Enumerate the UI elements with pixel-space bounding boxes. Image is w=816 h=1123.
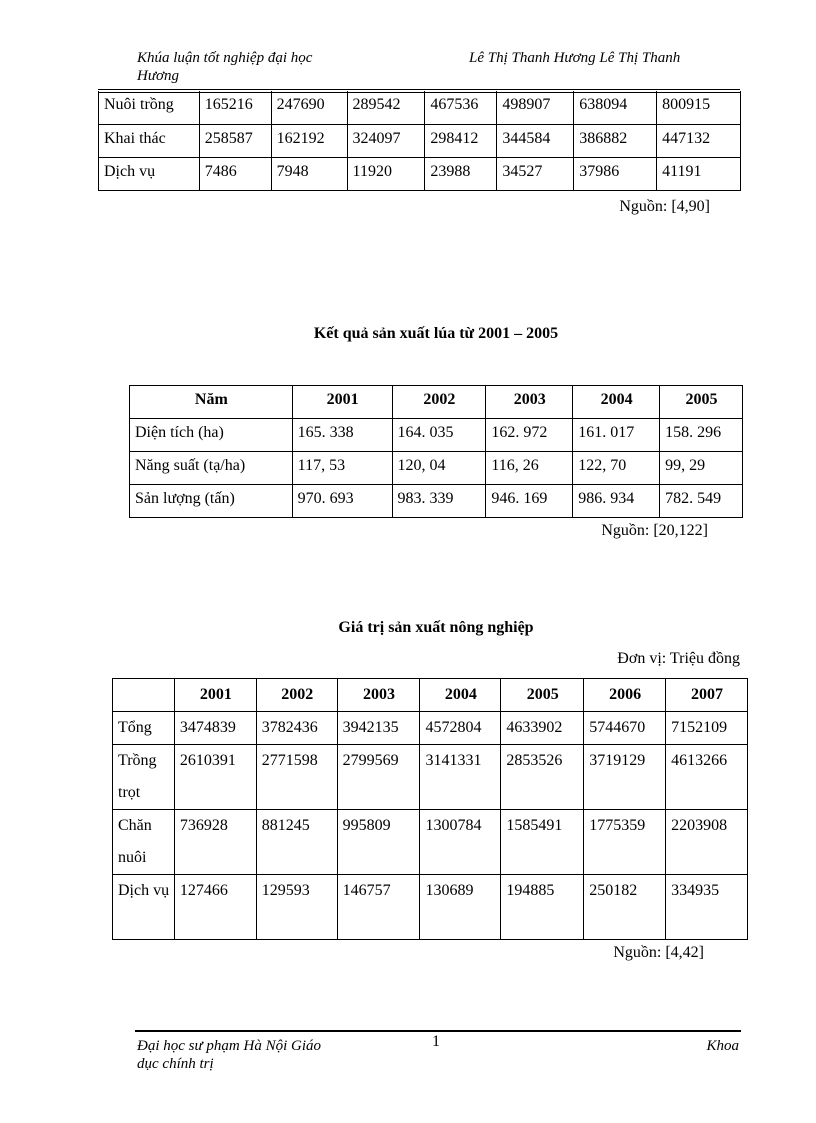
table-cell: 2610391 xyxy=(174,745,256,810)
table-cell: 3942135 xyxy=(337,712,420,745)
table-cell: 122, 70 xyxy=(573,452,660,485)
table-cell: 11920 xyxy=(347,157,425,190)
column-header: 2007 xyxy=(666,679,748,712)
table-cell: 162192 xyxy=(271,124,347,157)
page-number: 1 xyxy=(432,1033,440,1050)
table-cell: 4572804 xyxy=(420,712,501,745)
table-cell: 250182 xyxy=(584,875,666,940)
table-cell: 258587 xyxy=(199,124,271,157)
table-header-row xyxy=(113,679,748,712)
column-header: 2005 xyxy=(501,679,584,712)
table-cell: 41191 xyxy=(657,157,741,190)
table-cell: 7152109 xyxy=(666,712,748,745)
table-cell: 34527 xyxy=(497,157,574,190)
table-row xyxy=(113,712,748,745)
table-cell: 120, 04 xyxy=(392,452,486,485)
table-cell: 165216 xyxy=(199,91,271,124)
table-row xyxy=(113,810,748,875)
table2-source: Nguồn: [20,122] xyxy=(601,522,708,539)
table-cell: 970. 693 xyxy=(292,485,392,518)
table-cell: 37986 xyxy=(574,157,657,190)
column-header: 2002 xyxy=(256,679,337,712)
table-cell: 99, 29 xyxy=(660,452,743,485)
rice-production-table xyxy=(129,385,743,518)
table-cell: 162. 972 xyxy=(486,419,573,452)
table-cell: 1585491 xyxy=(501,810,584,875)
table-cell: 3474839 xyxy=(174,712,256,745)
table-cell: 129593 xyxy=(256,875,337,940)
table-cell: 736928 xyxy=(174,810,256,875)
footer-divider xyxy=(135,1030,741,1032)
table-cell: 5744670 xyxy=(584,712,666,745)
table-cell: 324097 xyxy=(347,124,425,157)
footer-right-text: Khoa xyxy=(706,1038,739,1054)
table-row xyxy=(130,419,743,452)
column-header: 2003 xyxy=(486,386,573,419)
table-header-row xyxy=(130,386,743,419)
table-row xyxy=(130,452,743,485)
table-cell: 127466 xyxy=(174,875,256,940)
table-cell: 995809 xyxy=(337,810,420,875)
column-header: 2002 xyxy=(392,386,486,419)
table-cell: 4613266 xyxy=(666,745,748,810)
table-cell: 7948 xyxy=(271,157,347,190)
table1-source: Nguồn: [4,90] xyxy=(619,198,710,215)
table-cell: 800915 xyxy=(657,91,741,124)
column-header: 2001 xyxy=(292,386,392,419)
table-row xyxy=(113,875,748,940)
table-cell: 164. 035 xyxy=(392,419,486,452)
table-cell: 986. 934 xyxy=(573,485,660,518)
table-row xyxy=(130,485,743,518)
table-cell: 116, 26 xyxy=(486,452,573,485)
table-cell: 117, 53 xyxy=(292,452,392,485)
table-cell: 194885 xyxy=(501,875,584,940)
table-cell: 23988 xyxy=(425,157,497,190)
row-label: Dịch vụ xyxy=(113,875,175,940)
row-label: Khai thác xyxy=(99,124,200,157)
table-cell: 386882 xyxy=(574,124,657,157)
row-label: Nuôi trồng xyxy=(99,91,200,124)
table-cell: 289542 xyxy=(347,91,425,124)
table3-title: Giá trị sản xuất nông nghiệp xyxy=(338,619,534,636)
table-cell: 782. 549 xyxy=(660,485,743,518)
row-label: Diện tích (ha) xyxy=(130,419,293,452)
table-cell: 881245 xyxy=(256,810,337,875)
table-cell: 130689 xyxy=(420,875,501,940)
table-cell: 3141331 xyxy=(420,745,501,810)
footer-left-text: Đại học sư phạm Hà Nội Giáo dục chính trị xyxy=(137,1038,322,1072)
table-row xyxy=(99,124,741,157)
row-label: Sản lượng (tấn) xyxy=(130,485,293,518)
row-label: Dịch vụ xyxy=(99,157,200,190)
row-label: Chăn nuôi xyxy=(113,810,175,875)
table-cell: 298412 xyxy=(425,124,497,157)
table-cell: 1775359 xyxy=(584,810,666,875)
table-cell: 946. 169 xyxy=(486,485,573,518)
table-cell: 2203908 xyxy=(666,810,748,875)
table-row xyxy=(99,157,741,190)
column-header: 2004 xyxy=(420,679,501,712)
table-row xyxy=(99,91,741,124)
table-cell: 334935 xyxy=(666,875,748,940)
aquaculture-table xyxy=(98,91,741,191)
column-header: 2005 xyxy=(660,386,743,419)
column-header: 2003 xyxy=(337,679,420,712)
row-label: Trồng trọt xyxy=(113,745,175,810)
table-cell: 983. 339 xyxy=(392,485,486,518)
table-cell: 158. 296 xyxy=(660,419,743,452)
table-cell: 1300784 xyxy=(420,810,501,875)
table-cell: 146757 xyxy=(337,875,420,940)
table-cell: 4633902 xyxy=(501,712,584,745)
table3-source: Nguồn: [4,42] xyxy=(613,944,704,961)
table-cell: 2853526 xyxy=(501,745,584,810)
table-cell: 2799569 xyxy=(337,745,420,810)
table-cell: 247690 xyxy=(271,91,347,124)
table-cell: 3719129 xyxy=(584,745,666,810)
table3-unit: Đơn vị: Triệu đồng xyxy=(617,650,740,667)
header-left-text: Khúa luận tốt nghiệp đại học Hương xyxy=(137,50,313,84)
row-label: Tổng xyxy=(113,712,175,745)
table-cell: 344584 xyxy=(497,124,574,157)
column-header: Năm xyxy=(130,386,293,419)
table-cell: 161. 017 xyxy=(573,419,660,452)
table-cell: 638094 xyxy=(574,91,657,124)
column-header: 2001 xyxy=(174,679,256,712)
column-header xyxy=(113,679,175,712)
agriculture-value-table xyxy=(112,678,748,940)
table-cell: 7486 xyxy=(199,157,271,190)
table2-title: Kết quả sản xuất lúa từ 2001 – 2005 xyxy=(313,325,559,342)
table-cell: 2771598 xyxy=(256,745,337,810)
row-label: Năng suất (tạ/ha) xyxy=(130,452,293,485)
column-header: 2006 xyxy=(584,679,666,712)
column-header: 2004 xyxy=(573,386,660,419)
table-row xyxy=(113,745,748,810)
table-cell: 467536 xyxy=(425,91,497,124)
header-right-text: Lê Thị Thanh Hương Lê Thị Thanh xyxy=(469,50,681,66)
table-cell: 165. 338 xyxy=(292,419,392,452)
table-cell: 3782436 xyxy=(256,712,337,745)
table-cell: 447132 xyxy=(657,124,741,157)
table-cell: 498907 xyxy=(497,91,574,124)
